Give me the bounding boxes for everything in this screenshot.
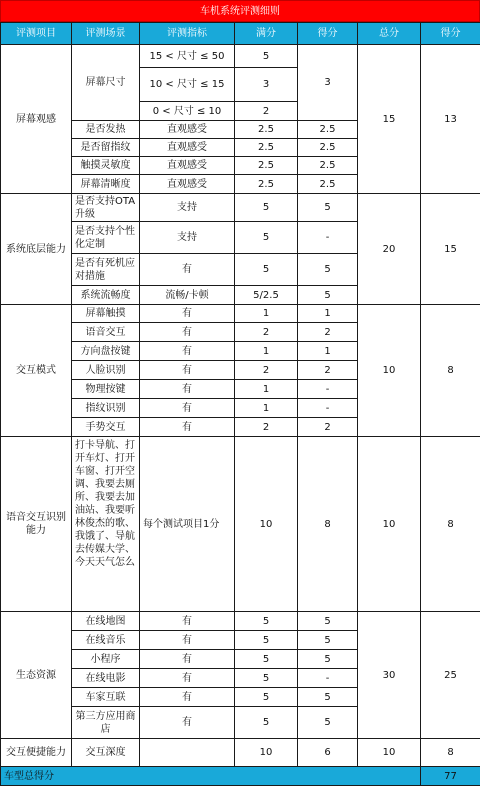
sheet-title: 车机系统评测细则	[0, 0, 480, 22]
full-cell: 5	[235, 612, 298, 631]
category-interaction: 交互模式	[1, 305, 72, 437]
total-score-voice: 8	[421, 437, 480, 612]
full-cell: 2.5	[235, 139, 298, 157]
total-score-convenience: 8	[421, 739, 480, 767]
full-cell: 2	[235, 361, 298, 380]
score-cell: 2	[298, 418, 358, 437]
score-screen-size: 3	[298, 45, 358, 121]
full-size-3: 2	[235, 102, 298, 121]
category-eco: 生态资源	[1, 612, 72, 739]
footer-row	[1, 767, 480, 786]
metric-size-3: 0 < 尺寸 ≤ 10	[140, 102, 235, 121]
score-cell: -	[298, 222, 358, 254]
table-row	[1, 305, 480, 323]
full-cell: 5	[235, 688, 298, 707]
scene-cell: 是否发热	[72, 121, 140, 139]
score-cell: 1	[298, 342, 358, 361]
total-eco: 30	[358, 612, 421, 739]
metric-cell: 有	[140, 323, 235, 342]
category-system: 系统底层能力	[1, 194, 72, 305]
category-voice: 语音交互识别能力	[1, 437, 72, 612]
metric-cell: 有	[140, 305, 235, 323]
header-score: 得分	[298, 23, 358, 45]
footer-label: 车型总得分	[1, 767, 421, 786]
header-total-score: 得分	[421, 23, 480, 45]
scene-cell: 第三方应用商店	[72, 707, 140, 739]
full-cell: 5	[235, 707, 298, 739]
scene-cell: 系统流畅度	[72, 286, 140, 305]
total-score-eco: 25	[421, 612, 480, 739]
full-size-1: 5	[235, 45, 298, 68]
full-cell: 1	[235, 380, 298, 399]
full-convenience: 10	[235, 739, 298, 767]
score-cell: 2.5	[298, 121, 358, 139]
score-cell: 5	[298, 688, 358, 707]
voice-scene-text: 打卡导航、打开车灯、打开车窗、打开空调、我要去厕所、我要去加油站、我要听林俊杰的歌、我饿了、导航去传媒大学、今天天气怎么	[75, 440, 135, 568]
full-cell: 1	[235, 399, 298, 418]
scene-cell: 指纹识别	[72, 399, 140, 418]
total-score-system: 15	[421, 194, 480, 305]
metric-cell: 有	[140, 631, 235, 650]
scene-cell: 车家互联	[72, 688, 140, 707]
full-cell: 2	[235, 418, 298, 437]
score-cell: -	[298, 399, 358, 418]
metric-cell: 有	[140, 612, 235, 631]
scene-cell: 是否支持OTA升级	[72, 194, 140, 222]
score-voice: 8	[298, 437, 358, 612]
metric-cell: 直观感受	[140, 121, 235, 139]
metric-cell: 有	[140, 399, 235, 418]
scene-cell: 人脸识别	[72, 361, 140, 380]
footer-total: 77	[421, 767, 480, 786]
metric-cell: 支持	[140, 222, 235, 254]
metric-cell: 流畅/卡顿	[140, 286, 235, 305]
scene-cell: 语音交互	[72, 323, 140, 342]
scene-cell: 屏幕清晰度	[72, 175, 140, 194]
full-cell: 5	[235, 254, 298, 286]
metric-cell: 有	[140, 380, 235, 399]
scene-cell: 手势交互	[72, 418, 140, 437]
full-cell: 5	[235, 650, 298, 669]
full-cell: 2.5	[235, 121, 298, 139]
header-scene: 评测场景	[72, 23, 140, 45]
score-cell: 2	[298, 361, 358, 380]
total-convenience: 10	[358, 739, 421, 767]
score-cell: 5	[298, 650, 358, 669]
scene-cell: 小程序	[72, 650, 140, 669]
score-cell: 2.5	[298, 175, 358, 194]
metric-size-2: 10 < 尺寸 ≤ 15	[140, 68, 235, 102]
table-row	[1, 194, 480, 222]
total-voice: 10	[358, 437, 421, 612]
score-cell: 2.5	[298, 157, 358, 175]
full-size-2: 3	[235, 68, 298, 102]
metric-cell: 有	[140, 254, 235, 286]
metric-cell: 有	[140, 361, 235, 380]
score-cell: 1	[298, 305, 358, 323]
metric-cell: 有	[140, 650, 235, 669]
score-cell: 5	[298, 254, 358, 286]
scene-cell: 方向盘按键	[72, 342, 140, 361]
scene-cell: 物理按键	[72, 380, 140, 399]
scene-cell: 在线音乐	[72, 631, 140, 650]
full-cell: 5	[235, 669, 298, 688]
scene-cell: 是否留指纹	[72, 139, 140, 157]
table-row	[1, 612, 480, 631]
scene-cell: 触摸灵敏度	[72, 157, 140, 175]
full-voice: 10	[235, 437, 298, 612]
scene-cell: 是否有死机应对措施	[72, 254, 140, 286]
category-screen: 屏幕观感	[1, 45, 72, 194]
score-cell: 5	[298, 612, 358, 631]
score-cell: 2.5	[298, 139, 358, 157]
total-screen: 15	[358, 45, 421, 194]
metric-cell: 有	[140, 342, 235, 361]
scene-screen-size: 屏幕尺寸	[72, 45, 140, 121]
header-item: 评测项目	[1, 23, 72, 45]
table-row	[1, 45, 480, 68]
full-cell: 5	[235, 631, 298, 650]
header-full: 满分	[235, 23, 298, 45]
score-cell: -	[298, 669, 358, 688]
metric-voice: 每个测试项目1分	[140, 437, 235, 612]
metric-convenience	[140, 739, 235, 767]
score-cell: 5	[298, 286, 358, 305]
header-metric: 评测指标	[140, 23, 235, 45]
total-score-screen: 13	[421, 45, 480, 194]
total-score-interaction: 8	[421, 305, 480, 437]
score-cell: 5	[298, 194, 358, 222]
evaluation-table	[0, 22, 480, 786]
full-cell: 5/2.5	[235, 286, 298, 305]
score-convenience: 6	[298, 739, 358, 767]
full-cell: 1	[235, 342, 298, 361]
metric-cell: 直观感受	[140, 157, 235, 175]
full-cell: 2.5	[235, 157, 298, 175]
metric-cell: 支持	[140, 194, 235, 222]
scene-convenience: 交互深度	[72, 739, 140, 767]
scene-cell: 是否支持个性化定制	[72, 222, 140, 254]
full-cell: 1	[235, 305, 298, 323]
metric-cell: 直观感受	[140, 175, 235, 194]
total-interaction: 10	[358, 305, 421, 437]
metric-size-1: 15 < 尺寸 ≤ 50	[140, 45, 235, 68]
metric-cell: 有	[140, 669, 235, 688]
scene-voice	[72, 437, 140, 612]
table-row	[1, 739, 480, 767]
metric-cell: 有	[140, 707, 235, 739]
metric-cell: 直观感受	[140, 139, 235, 157]
full-cell: 5	[235, 194, 298, 222]
score-cell: 5	[298, 631, 358, 650]
total-system: 20	[358, 194, 421, 305]
full-cell: 2.5	[235, 175, 298, 194]
metric-cell: 有	[140, 688, 235, 707]
category-convenience: 交互便捷能力	[1, 739, 72, 767]
header-total: 总分	[358, 23, 421, 45]
score-cell: 5	[298, 707, 358, 739]
scene-cell: 屏幕触摸	[72, 305, 140, 323]
full-cell: 2	[235, 323, 298, 342]
score-cell: -	[298, 380, 358, 399]
full-cell: 5	[235, 222, 298, 254]
scene-cell: 在线地图	[72, 612, 140, 631]
metric-cell: 有	[140, 418, 235, 437]
table-row	[1, 437, 480, 612]
score-cell: 2	[298, 323, 358, 342]
header-row	[1, 23, 480, 45]
scene-cell: 在线电影	[72, 669, 140, 688]
